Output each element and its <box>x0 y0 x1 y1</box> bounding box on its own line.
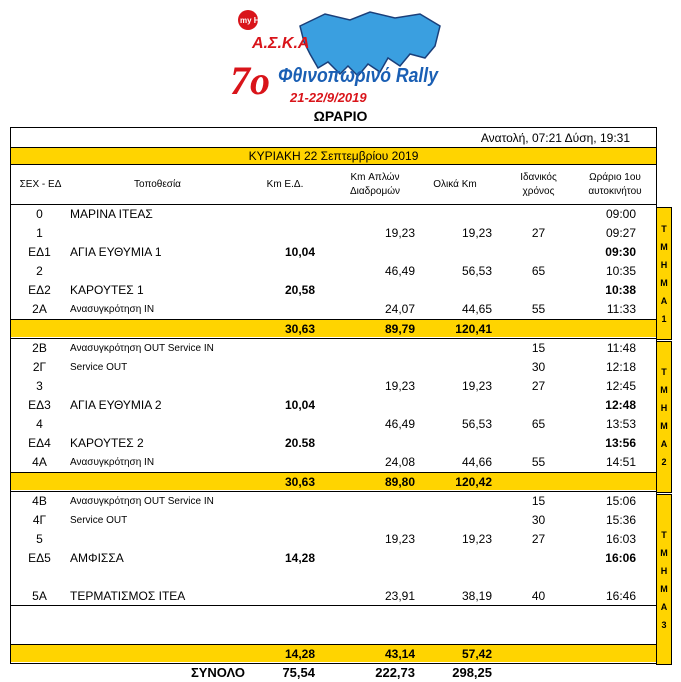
row-divider <box>10 491 657 492</box>
row-km-total: 44,65 <box>461 302 492 316</box>
row-location: ΑΜΦΙΣΣΑ <box>70 551 124 565</box>
row-ideal-time: 65 <box>531 264 546 278</box>
row-km-links: 19,23 <box>384 532 415 546</box>
header-km-ss: Km Ε.Δ. <box>266 179 304 190</box>
grand-total-km-total: 298,25 <box>452 665 492 680</box>
row-divider <box>10 147 657 148</box>
row-km-ss: 20.58 <box>284 436 315 450</box>
row-divider <box>10 338 657 339</box>
row-sec-code: ΕΔ3 <box>28 398 51 412</box>
row-sec-code: 2Β <box>32 341 47 355</box>
row-ideal-time: 30 <box>531 513 546 527</box>
grand-total-km-ss: 75,54 <box>282 665 315 680</box>
row-schedule-time: 12:45 <box>605 379 636 393</box>
row-km-ss: 14,28 <box>284 551 315 565</box>
row-divider <box>10 663 657 664</box>
header-schedule: αυτοκινήτου <box>588 186 642 197</box>
section-label-char: Α <box>660 295 668 306</box>
row-ideal-time: 27 <box>531 226 546 240</box>
row-sec-code: 0 <box>36 207 43 221</box>
row-schedule-time: 15:06 <box>605 494 636 508</box>
section-label-char: Τ <box>661 367 667 377</box>
row-ideal-time: 15 <box>531 494 546 508</box>
section-label <box>656 494 672 665</box>
section-label-char: Η <box>660 259 668 270</box>
edition-text: 7ο <box>230 58 270 103</box>
empty-row-divider <box>10 605 657 606</box>
row-sec-code: 1 <box>36 226 43 240</box>
row-location: ΚΑΡΟΥΤΕΣ 2 <box>70 436 144 450</box>
row-km-total: 44,66 <box>461 455 492 469</box>
org-text: Α.Σ.Κ.Α <box>252 35 310 52</box>
section-label-char: 3 <box>661 619 667 630</box>
row-sec-code: 2 <box>36 264 43 278</box>
sun-times: Ανατολή, 07:21 Δύση, 19:31 <box>480 131 630 145</box>
grand-total-km-links: 222,73 <box>375 665 415 680</box>
row-schedule-time: 13:53 <box>605 417 636 431</box>
row-km-total: 38,19 <box>461 589 492 603</box>
row-sec-code: ΕΔ4 <box>28 436 51 450</box>
row-location: ΑΓΙΑ ΕΥΘΥΜΙΑ 2 <box>70 398 162 412</box>
row-divider <box>10 164 657 165</box>
total-km-links: 89,79 <box>384 322 415 336</box>
section-label <box>656 207 672 340</box>
row-km-ss: 10,04 <box>284 245 315 259</box>
section-label-char: Η <box>660 403 668 413</box>
row-schedule-time: 16:46 <box>605 589 636 603</box>
row-km-total: 19,23 <box>461 532 492 546</box>
section-label-char: Μ <box>660 547 668 558</box>
row-ideal-time: 27 <box>531 532 546 546</box>
total-km-ss: 30,63 <box>284 475 315 489</box>
row-sec-code: 5Α <box>32 589 47 603</box>
section-label-char: Η <box>660 565 668 576</box>
section-label-char: Τ <box>661 223 667 234</box>
row-sec-code: 4Γ <box>32 513 47 527</box>
row-location: Service OUT <box>70 362 128 373</box>
section-label-char: Μ <box>660 241 668 252</box>
row-km-ss: 10,04 <box>284 398 315 412</box>
row-sec-code: ΕΔ5 <box>28 551 51 565</box>
header-location: Τοποθεσία <box>134 179 181 190</box>
row-km-total: 56,53 <box>461 264 492 278</box>
row-sec-code: 2Α <box>32 302 47 316</box>
header-ideal-time: χρόνος <box>522 186 555 197</box>
header-km-links: Km Απλών <box>350 172 400 183</box>
row-location: Ανασυγκρότηση OUT Service IN <box>70 343 214 354</box>
section-label-char: Α <box>660 601 668 612</box>
row-km-total: 56,53 <box>461 417 492 431</box>
row-schedule-time: 16:03 <box>605 532 636 546</box>
dates-text: 21-22/9/2019 <box>290 90 367 105</box>
row-location: Ανασυγκρότηση IN <box>70 304 155 315</box>
row-schedule-time: 15:36 <box>605 513 636 527</box>
row-km-links: 19,23 <box>384 226 415 240</box>
row-ideal-time: 55 <box>531 302 546 316</box>
section-label-char: Α <box>660 439 668 449</box>
header-bottom <box>10 204 657 205</box>
row-location: ΑΓΙΑ ΕΥΘΥΜΙΑ 1 <box>70 245 162 259</box>
row-km-links: 24,07 <box>384 302 415 316</box>
row-km-links: 46,49 <box>384 264 415 278</box>
total-km-total: 120,42 <box>455 475 492 489</box>
section-label-char: Μ <box>660 277 668 288</box>
header-sec: ΣΕΧ - ΕΔ <box>19 179 62 190</box>
row-sec-code: ΕΔ1 <box>28 245 51 259</box>
row-sec-code: 4 <box>36 417 43 431</box>
grand-total-label: ΣΥΝΟΛΟ <box>190 665 245 680</box>
row-schedule-time: 09:30 <box>605 245 636 259</box>
row-schedule-time: 16:06 <box>605 551 636 565</box>
table-border <box>10 127 11 663</box>
total-km-links: 43,14 <box>384 647 415 661</box>
brand-text: my HTEO <box>240 16 277 25</box>
row-schedule-time: 09:27 <box>605 226 636 240</box>
row-schedule-time: 12:18 <box>605 360 636 374</box>
header-ideal-time: Ιδανικός <box>520 172 557 183</box>
total-km-total: 120,41 <box>455 322 492 336</box>
row-location: Service OUT <box>70 515 128 526</box>
row-sec-code: 5 <box>36 532 43 546</box>
row-schedule-time: 12:48 <box>605 398 636 412</box>
section-label-char: Μ <box>660 421 668 431</box>
row-ideal-time: 55 <box>531 455 546 469</box>
header-km-total: Ολικά Km <box>433 179 477 190</box>
row-km-links: 24,08 <box>384 455 415 469</box>
row-km-total: 19,23 <box>461 379 492 393</box>
table-border <box>656 127 657 663</box>
total-km-total: 57,42 <box>461 647 492 661</box>
total-km-links: 89,80 <box>384 475 415 489</box>
row-ideal-time: 27 <box>531 379 546 393</box>
total-km-ss: 14,28 <box>284 647 315 661</box>
section-label-char: 1 <box>661 313 667 324</box>
row-km-links: 23,91 <box>384 589 415 603</box>
section-label-char: Τ <box>661 529 667 540</box>
row-sec-code: 3 <box>36 379 43 393</box>
row-schedule-time: 14:51 <box>605 455 636 469</box>
row-location: Ανασυγκρότηση OUT Service IN <box>70 496 214 507</box>
row-ideal-time: 15 <box>531 341 546 355</box>
row-sec-code: ΕΔ2 <box>28 283 51 297</box>
row-schedule-time: 11:33 <box>606 302 636 316</box>
row-sec-code: 4Β <box>32 494 47 508</box>
row-schedule-time: 09:00 <box>605 207 636 221</box>
row-km-ss: 20,58 <box>284 283 315 297</box>
day-title: ΚΥΡΙΑΚΗ 22 Σεπτεμβρίου 2019 <box>248 149 419 163</box>
row-km-links: 19,23 <box>384 379 415 393</box>
row-schedule-time: 13:56 <box>605 436 636 450</box>
rally-logo <box>230 6 445 106</box>
row-km-links: 46,49 <box>384 417 415 431</box>
row-ideal-time: 30 <box>531 360 546 374</box>
row-location: ΜΑΡΙΝΑ ΙΤΕΑΣ <box>70 207 153 221</box>
row-schedule-time: 10:38 <box>605 283 636 297</box>
header-km-links: Διαδρομών <box>349 186 401 197</box>
row-schedule-time: 11:48 <box>606 341 636 355</box>
row-location: ΤΕΡΜΑΤΙΣΜΟΣ ΙΤΕΑ <box>70 589 186 603</box>
row-ideal-time: 65 <box>531 417 546 431</box>
section-label-char: Μ <box>660 385 668 395</box>
row-schedule-time: 10:35 <box>605 264 636 278</box>
header-schedule: Ωράριο 1ου <box>589 172 641 183</box>
event-name-text: Φθινοπωρινό Rally <box>278 65 439 87</box>
row-km-total: 19,23 <box>461 226 492 240</box>
row-location: ΚΑΡΟΥΤΕΣ 1 <box>70 283 144 297</box>
row-sec-code: 2Γ <box>32 360 47 374</box>
page-title: ΩΡΑΡΙΟ <box>313 108 368 124</box>
section-label-char: Μ <box>660 583 668 594</box>
table-top <box>10 127 657 128</box>
section-label-char: 2 <box>661 457 667 467</box>
row-sec-code: 4Α <box>32 455 47 469</box>
row-ideal-time: 40 <box>531 589 546 603</box>
row-location: Ανασυγκρότηση IN <box>70 457 155 468</box>
total-km-ss: 30,63 <box>284 322 315 336</box>
section-label <box>656 341 672 493</box>
